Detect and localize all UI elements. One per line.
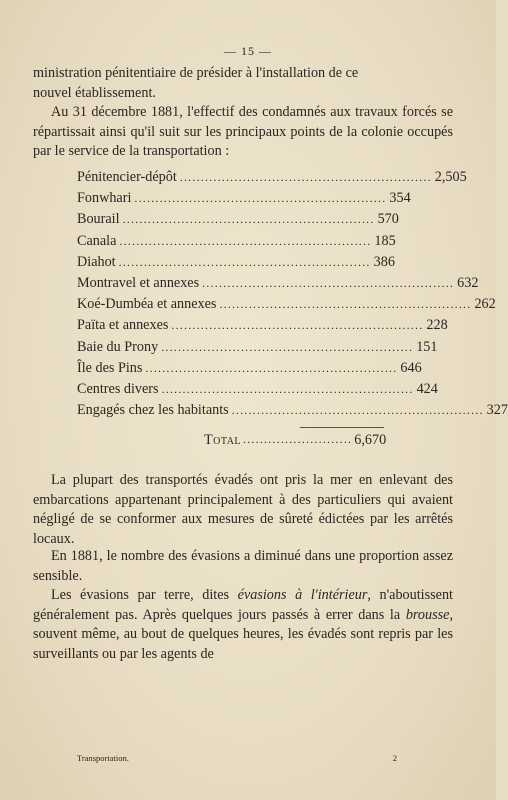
page-footer [77, 753, 397, 763]
total-row [204, 432, 387, 449]
intro-paragraph [33, 64, 453, 162]
location-label: Pénitencier-dépôt [77, 169, 177, 185]
table-row [77, 211, 399, 232]
location-label: Île des Pins [77, 359, 143, 376]
table-row [77, 338, 438, 360]
location-label: Bourail [77, 211, 120, 228]
page-number: — 15 — [224, 44, 272, 58]
intro-line: nouvel établissement. [33, 84, 156, 101]
convict-count: 424 [416, 380, 438, 397]
location-label: Engagés chez les habitants [77, 402, 229, 419]
total-rule [300, 427, 384, 428]
effectif-paragraph: Au 31 décembre 1881, l'effectif des condamnés aux travaux forcés se répartissait ainsi qu'il suit sur les principaux points de la colonie occupés par le service de la transportation : [33, 104, 453, 159]
leader-dots: ............................................................ [219, 297, 472, 312]
italic-term: brousse [405, 606, 450, 623]
leader-dots: ............................................................ [202, 275, 455, 290]
table-row [77, 380, 438, 402]
footer-signature: Transportation. [77, 753, 129, 763]
leader-dots: ............................................................ [134, 191, 387, 206]
leader-dots: ............................................................ [161, 381, 414, 396]
text-run: , souvent même, au bout de quelques heures, les évadés sont repris par les surveillants ou par les agents de [33, 606, 453, 662]
leader-dots: ............................................................ [179, 170, 432, 184]
total-label: Total [204, 432, 242, 448]
location-label: Baie du Prony [77, 338, 159, 355]
location-label: Canala [77, 232, 117, 249]
evasions-1881-paragraph: En 1881, le nombre des évasions a diminué dans une proportion assez sensible. [33, 548, 453, 584]
convict-count: 632 [457, 274, 479, 291]
convict-count: 354 [389, 190, 411, 207]
table-row [77, 317, 448, 338]
text-run: Les évasions par terre, dites [51, 587, 238, 603]
location-label: Fonwhari [77, 190, 132, 207]
convict-count: 262 [474, 296, 496, 313]
leader-dots: ............................................................ [122, 212, 375, 227]
text-run: , n'aboutissent généralement pas. Après quelques jours passés à errer dans la [33, 587, 453, 623]
location-label: Diahot [77, 253, 116, 270]
total-value: 6,670 [354, 432, 387, 448]
table-row [77, 169, 467, 190]
leader-dots: ............................................................ [119, 233, 372, 248]
leader-dots: ............................................................ [161, 339, 414, 354]
convict-count: 185 [374, 232, 396, 249]
table-row [77, 296, 496, 317]
footer-sheet-number: 2 [392, 753, 397, 763]
leader-dots: ............................................................ [118, 254, 371, 269]
table-row [77, 190, 411, 211]
evasions-terre-paragraph [33, 586, 453, 664]
convict-count: 151 [416, 338, 438, 355]
convict-count: 2,505 [434, 169, 467, 185]
leader-dots: ............................................................ [171, 318, 424, 333]
table-row [77, 274, 479, 296]
convict-count: 570 [377, 211, 399, 228]
convict-count: 386 [373, 253, 395, 270]
location-label: Koé-Dumbéa et annexes [77, 296, 217, 313]
location-label: Montravel et annexes [77, 274, 200, 291]
location-label: Centres divers [77, 380, 159, 397]
table-row [77, 402, 508, 423]
italic-term: évasions à l'intérieur [237, 587, 368, 603]
table-row [77, 253, 395, 275]
convict-count: 228 [426, 317, 448, 334]
leader-dots: .......................... [243, 432, 353, 446]
leader-dots: ............................................................ [231, 403, 484, 418]
location-label: Païta et annexes [77, 317, 169, 334]
table-row [77, 232, 396, 254]
intro-line: ministration pénitentiaire de présider à l'installation de ce [33, 65, 359, 81]
convict-distribution-table [77, 169, 508, 423]
convict-count: 327 [486, 402, 508, 419]
leader-dots: ............................................................ [145, 360, 398, 375]
evades-paragraph: La plupart des transportés évadés ont pris la mer en enlevant des embarcations appartenant principalement à des particuliers qui avaient négligé de se conformer aux mesures de sûreté édictées par les arrêtés locaux. [33, 472, 453, 547]
convict-count: 646 [400, 359, 422, 376]
table-row [77, 359, 422, 381]
